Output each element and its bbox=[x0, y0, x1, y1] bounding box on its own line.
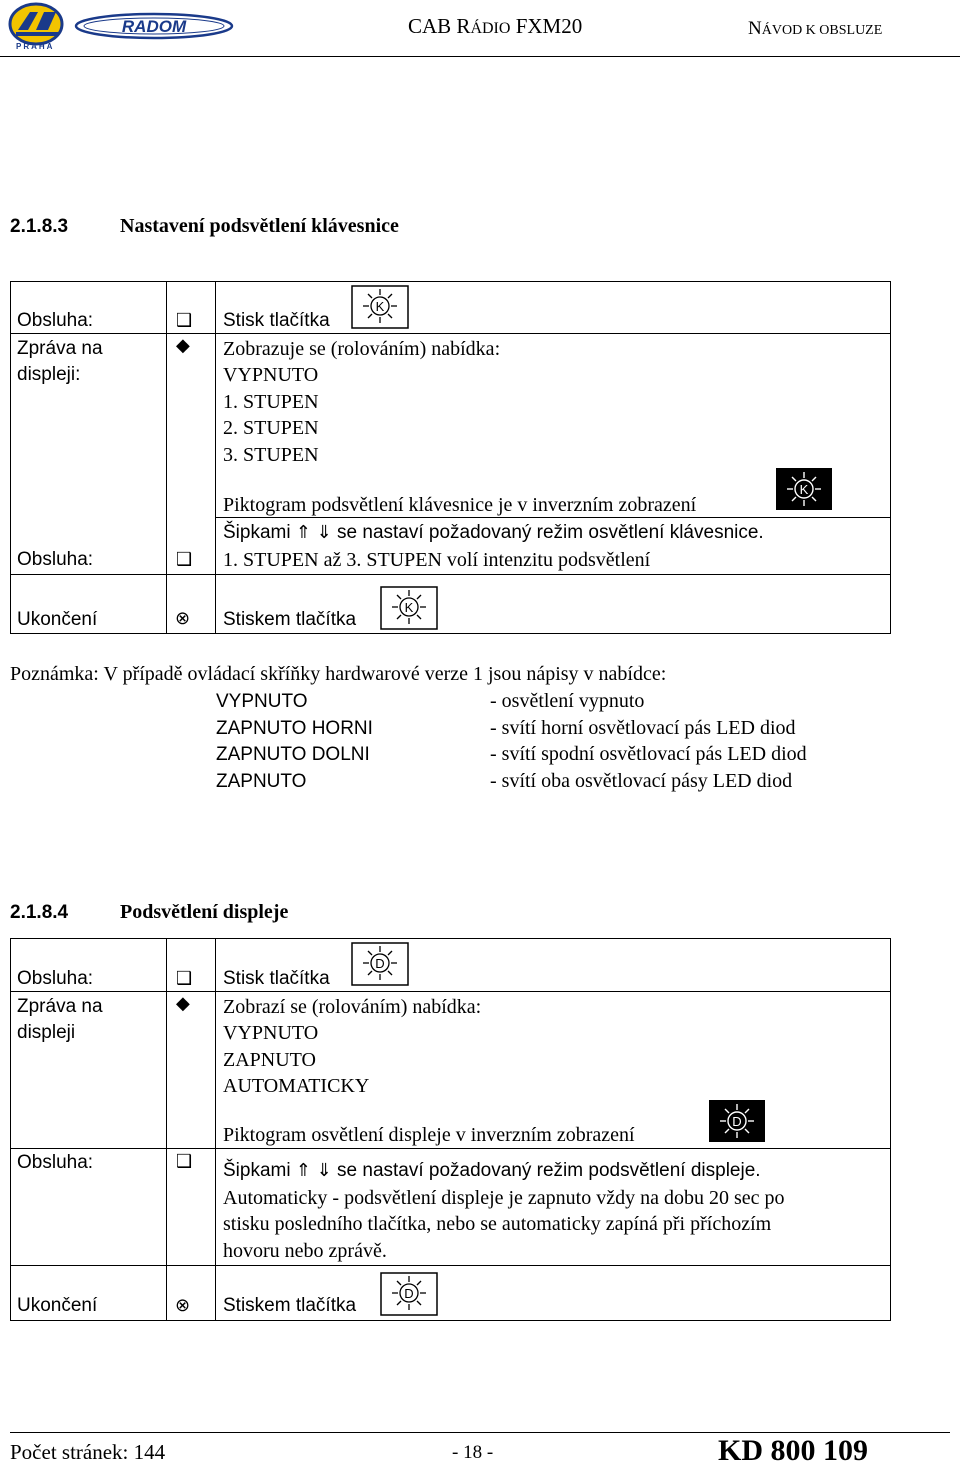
display-light-button-icon[interactable] bbox=[380, 1272, 438, 1316]
row-text: Stisk tlačítka bbox=[223, 968, 330, 989]
display-light-inverse-icon bbox=[709, 1100, 765, 1142]
table-border bbox=[166, 281, 167, 634]
note-intro: Poznámka: V případě ovládací skříňky hardwarové verze 1 jsou nápisy v nabídce: bbox=[10, 663, 667, 685]
row-label: displeji: bbox=[17, 364, 81, 385]
document-type bbox=[748, 18, 882, 40]
operation-symbol-icon: ❑ bbox=[176, 549, 193, 570]
row-label: Obsluha: bbox=[17, 310, 94, 331]
keyboard-light-inverse-icon bbox=[776, 468, 832, 510]
display-symbol-icon: ◆ bbox=[176, 335, 190, 356]
header-divider bbox=[0, 56, 960, 57]
table-border bbox=[890, 938, 891, 1321]
brand-name: RADOM bbox=[121, 17, 187, 36]
icon-letter: D bbox=[404, 1286, 414, 1301]
note-desc: - svítí spodní osvětlovací pás LED diod bbox=[490, 743, 807, 765]
keyboard-light-button-icon[interactable] bbox=[351, 285, 409, 329]
operation-symbol-icon: ❑ bbox=[176, 310, 193, 331]
menu-option: 2. STUPEN bbox=[223, 417, 319, 439]
table-border bbox=[10, 938, 11, 1321]
operation-symbol-icon: ❑ bbox=[176, 1151, 193, 1172]
table-border bbox=[10, 281, 891, 282]
row-text: Piktogram osvětlení displeje v inverzním zobrazení bbox=[223, 1124, 635, 1146]
title-part: FXM20 bbox=[510, 14, 583, 38]
row-label: Ukončení bbox=[17, 1295, 98, 1316]
row-label: displeji bbox=[17, 1022, 76, 1043]
display-light-button-icon[interactable] bbox=[351, 942, 409, 986]
table-border bbox=[10, 1265, 891, 1266]
row-text: Zobrazuje se (rolováním) nabídka: bbox=[223, 338, 501, 360]
section-number: 2.1.8.3 bbox=[10, 216, 69, 237]
row-label: Obsluha: bbox=[17, 1152, 94, 1173]
table-border bbox=[215, 281, 216, 634]
table-border bbox=[166, 938, 167, 1321]
row-text: Automaticky - podsvětlení displeje je zapnuto vždy na dobu 20 sec po bbox=[223, 1187, 785, 1209]
operation-symbol-icon: ❑ bbox=[176, 968, 193, 989]
row-text: Piktogram podsvětlení klávesnice je v inverzním zobrazení bbox=[223, 494, 697, 516]
end-symbol-icon: ⊗ bbox=[175, 1295, 191, 1316]
row-text: Stiskem tlačítka bbox=[223, 1295, 357, 1316]
page-number: - 18 - bbox=[452, 1442, 494, 1463]
table-border bbox=[10, 1320, 891, 1321]
page-header bbox=[0, 0, 960, 58]
note-term: ZAPNUTO DOLNI bbox=[216, 744, 370, 765]
menu-option: ZAPNUTO bbox=[223, 1049, 316, 1071]
note-desc: - svítí oba osvětlovací pásy LED diod bbox=[490, 770, 793, 792]
icon-letter: D bbox=[375, 956, 385, 971]
row-label: Obsluha: bbox=[17, 549, 94, 570]
table-border bbox=[10, 991, 891, 992]
table-border bbox=[10, 938, 891, 939]
table-border bbox=[10, 1148, 891, 1149]
arrow-up-down-icon: ⇑ ⇓ bbox=[295, 522, 332, 543]
document-title bbox=[408, 14, 582, 39]
row-text: stisku posledního tlačítka, nebo se automaticky zapíná při příchozím bbox=[223, 1213, 772, 1235]
icon-letter: D bbox=[732, 1114, 742, 1129]
menu-option: VYPNUTO bbox=[223, 364, 319, 386]
row-label: Ukončení bbox=[17, 609, 98, 630]
doc-type-part: ÁVOD K OBSLUZE bbox=[761, 23, 883, 38]
row-text: Stiskem tlačítka bbox=[223, 609, 357, 630]
end-symbol-icon: ⊗ bbox=[175, 608, 191, 629]
note-desc: - svítí horní osvětlovací pás LED diod bbox=[490, 717, 796, 739]
logo-subtitle: PRAHA bbox=[16, 42, 55, 51]
menu-option: 3. STUPEN bbox=[223, 444, 319, 466]
row-text: hovoru nebo zprávě. bbox=[223, 1240, 387, 1262]
row-text: 1. STUPEN až 3. STUPEN volí intenzitu podsvětlení bbox=[223, 549, 651, 571]
table-border bbox=[10, 633, 891, 634]
table-border bbox=[215, 938, 216, 1321]
title-part: ÁDIO bbox=[470, 20, 511, 37]
table-border bbox=[10, 333, 891, 334]
arrows-text: se nastaví požadovaný režim osvětlení klávesnice. bbox=[337, 522, 764, 543]
footer-divider bbox=[10, 1432, 950, 1433]
display-symbol-icon: ◆ bbox=[176, 993, 190, 1014]
note-desc: - osvětlení vypnuto bbox=[490, 690, 645, 712]
doc-type-part: N bbox=[748, 18, 762, 39]
icon-letter: K bbox=[375, 299, 385, 314]
keyboard-light-button-icon[interactable] bbox=[380, 586, 438, 630]
arrows-text: Šipkami bbox=[223, 522, 291, 543]
row-label: Obsluha: bbox=[17, 968, 94, 989]
section-title: Nastavení podsvětlení klávesnice bbox=[120, 215, 399, 237]
arrow-up-down-icon: ⇑ ⇓ bbox=[295, 1160, 332, 1181]
arrows-text: se nastaví požadovaný režim podsvětlení displeje. bbox=[337, 1160, 761, 1181]
row-label: Zpráva na bbox=[17, 996, 103, 1017]
table-border bbox=[890, 281, 891, 634]
arrows-text: Šipkami bbox=[223, 1160, 291, 1181]
document-id: KD 800 109 bbox=[718, 1434, 868, 1467]
row-text: Stisk tlačítka bbox=[223, 310, 330, 331]
icon-letter: K bbox=[404, 600, 414, 615]
section-number: 2.1.8.4 bbox=[10, 902, 69, 923]
row-label: Zpráva na bbox=[17, 338, 103, 359]
section-title: Podsvětlení displeje bbox=[120, 901, 289, 923]
page-count: Počet stránek: 144 bbox=[10, 1440, 166, 1464]
row-text: Zobrazí se (rolováním) nabídka: bbox=[223, 996, 482, 1018]
note-term: ZAPNUTO bbox=[216, 771, 307, 792]
radom-logo-icon bbox=[74, 12, 234, 40]
table-border bbox=[10, 574, 891, 575]
menu-option: 1. STUPEN bbox=[223, 391, 319, 413]
note-term: ZAPNUTO HORNI bbox=[216, 718, 373, 739]
row-text bbox=[223, 1158, 761, 1184]
table-border bbox=[10, 281, 11, 634]
title-part: CAB R bbox=[408, 14, 471, 38]
note-term: VYPNUTO bbox=[216, 691, 308, 712]
menu-option: VYPNUTO bbox=[223, 1022, 319, 1044]
menu-option: AUTOMATICKY bbox=[223, 1075, 370, 1097]
row-text bbox=[223, 520, 764, 546]
icon-letter: K bbox=[799, 482, 809, 497]
